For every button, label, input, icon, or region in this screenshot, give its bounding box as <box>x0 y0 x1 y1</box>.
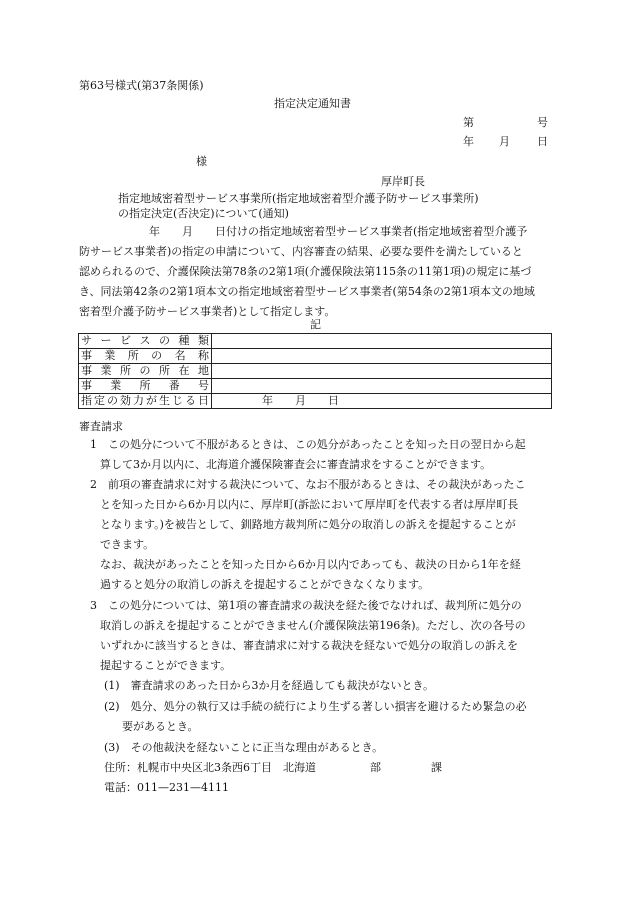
row-value: 年 月 日 <box>212 394 552 409</box>
row-label <box>79 379 212 394</box>
note-line: できます。 <box>100 538 155 551</box>
label-char: ス <box>139 334 151 347</box>
row-label <box>79 334 212 349</box>
sender-name: 厚岸町長 <box>381 175 425 188</box>
note-line: 提起することができます。 <box>100 659 232 672</box>
sub-item-3 <box>104 738 564 758</box>
note-2 <box>90 475 560 555</box>
label-char: の <box>151 349 163 362</box>
row-label-text <box>81 349 209 363</box>
review-heading: 審査請求 <box>79 420 123 433</box>
form-number: 第63号様式(第37条関係) <box>79 79 204 92</box>
body-line: 認められるので、介護保険法第78条の2第1項(介護保険法第115条の11第1項)の規定に基づ <box>79 265 532 278</box>
label-char: ビ <box>120 334 131 347</box>
table-row <box>79 364 552 379</box>
label-char: 生 <box>159 394 170 407</box>
label-char: 名 <box>174 349 186 362</box>
sub-item-1 <box>104 676 564 696</box>
body-paragraph <box>79 222 559 322</box>
label-char: 地 <box>198 364 209 377</box>
row-value <box>212 379 552 394</box>
row-value <box>212 334 552 349</box>
note-3 <box>90 596 560 676</box>
date-day: 日 <box>537 135 548 148</box>
note-line: となります。)を被告として、釧路地方裁判所に処分の取消しの訴えを提起することが <box>100 518 516 531</box>
number-suffix: 号 <box>537 116 548 129</box>
sub-item-num: (1) <box>104 679 120 692</box>
sub-item-text: 処分、処分の執行又は手続の続行により生ずる著しい損害を避けるため緊急の必 <box>130 700 527 713</box>
sub-item-num: (2) <box>104 700 120 713</box>
label-char: 所 <box>120 364 131 377</box>
row-value <box>212 349 552 364</box>
label-char: 効 <box>120 394 131 407</box>
label-char: 番 <box>168 379 180 392</box>
row-label <box>79 349 212 364</box>
label-char: 類 <box>198 334 209 347</box>
label-char: 事 <box>81 379 92 392</box>
table-row <box>79 379 552 394</box>
body-line: 防サービス事業者)の指定の申請について、内容審査の結果、必要な要件を満たしていると <box>79 245 523 258</box>
sub-item-text: その他裁決を経ないことに正当な理由があるとき。 <box>130 741 384 754</box>
label-char: 定 <box>94 394 105 407</box>
note-line: 取消しの訴えを提起することができません(介護保険法第196条)。ただし、次の各号の <box>100 619 526 632</box>
sub-item-num: (3) <box>104 741 120 754</box>
table-row <box>79 334 552 349</box>
label-char: 事 <box>81 349 92 362</box>
row-value <box>212 364 552 379</box>
label-char: 業 <box>110 379 122 392</box>
table-row <box>79 349 552 364</box>
label-char: じ <box>172 394 183 407</box>
date-year: 年 <box>463 135 474 148</box>
label-char: サ <box>81 334 92 347</box>
body-line: 密着型介護予防サービス事業者)として指定します。 <box>79 305 336 318</box>
number-prefix: 第 <box>463 116 474 129</box>
label-char: が <box>146 394 157 407</box>
label-char: 事 <box>81 364 92 377</box>
subject-line-1: 指定地域密着型サービス事業所(指定地域密着型介護予防サービス事業所) <box>118 192 479 205</box>
sub-item-2 <box>104 697 564 737</box>
label-char: 力 <box>133 394 144 407</box>
note-line: 算して3か月以内に、北海道介護保険審査会に審査請求をすることができます。 <box>100 458 492 471</box>
label-char: 業 <box>104 349 116 362</box>
note-line: なお、裁決があったことを知った日から6か月以内であっても、裁決の日から1年を経 <box>100 558 521 571</box>
label-char: の <box>139 364 151 377</box>
label-char: 指 <box>81 394 92 407</box>
label-char: 所 <box>139 379 151 392</box>
label-char: 日 <box>198 394 209 407</box>
row-label-text <box>81 334 209 348</box>
label-char: の <box>159 334 170 347</box>
sub-item-text: 要があるとき。 <box>122 720 199 733</box>
label-char: 号 <box>198 379 209 392</box>
contact-section: 課 <box>431 761 442 774</box>
note-line: 過すると処分の取消しの訴えを提起することができなくなります。 <box>100 578 430 591</box>
note-line: 2 前項の審査請求に対する裁決について、なお不服があるときは、その裁決があったこ <box>90 478 526 491</box>
label-char: 在 <box>178 364 190 377</box>
row-label-text <box>81 394 209 408</box>
contact-phone: 電話：011—231—4111 <box>104 781 229 794</box>
body-line: き、同法第42条の2第1項本文の指定地域密着型サービス事業者(第54条の2第1項本文の地域 <box>79 285 535 298</box>
contact-address: 住所：札幌市中央区北3条西6丁目 北海道 <box>104 761 316 774</box>
row-label <box>79 394 212 409</box>
note-2-addendum <box>90 555 560 595</box>
addressee-suffix: 様 <box>196 155 207 168</box>
sub-item-text: 審査請求のあった日から3か月を経過しても裁決がないとき。 <box>130 679 435 692</box>
note-line: 3 この処分については、第1項の審査請求の裁決を経た後でなければ、裁判所に処分の <box>90 599 522 612</box>
label-char: 所 <box>127 349 139 362</box>
table-row <box>79 394 552 409</box>
ki-mark: 記 <box>310 318 321 331</box>
label-char: 所 <box>159 364 170 377</box>
note-line: とを知った日から6か月以内に、厚岸町(訴訟において厚岸町を代表する者は厚岸町長 <box>100 498 519 511</box>
note-1 <box>90 435 560 475</box>
date-month: 月 <box>499 135 510 148</box>
row-label <box>79 364 212 379</box>
label-char: ー <box>100 334 112 347</box>
label-char: の <box>107 394 118 407</box>
row-label-text <box>81 379 209 393</box>
document-title: 指定決定通知書 <box>274 97 351 110</box>
label-char: 称 <box>197 349 209 362</box>
body-line: 年 月 日付けの指定地域密着型サービス事業者(指定地域密着型介護予 <box>149 225 528 238</box>
note-line: 1 この処分について不服があるときは、この処分があったことを知った日の翌日から起 <box>90 438 526 451</box>
contact-dept: 部 <box>370 761 381 774</box>
label-char: 業 <box>100 364 112 377</box>
note-line: いずれかに該当するときは、審査請求に対する裁決を経ないで処分の取消しの訴えを <box>100 639 518 652</box>
label-char: 種 <box>178 334 190 347</box>
service-table <box>78 333 552 409</box>
row-label-text <box>81 364 209 378</box>
subject-line-2: の指定決定(否決定)について(通知) <box>118 207 289 220</box>
label-char: る <box>185 394 196 407</box>
